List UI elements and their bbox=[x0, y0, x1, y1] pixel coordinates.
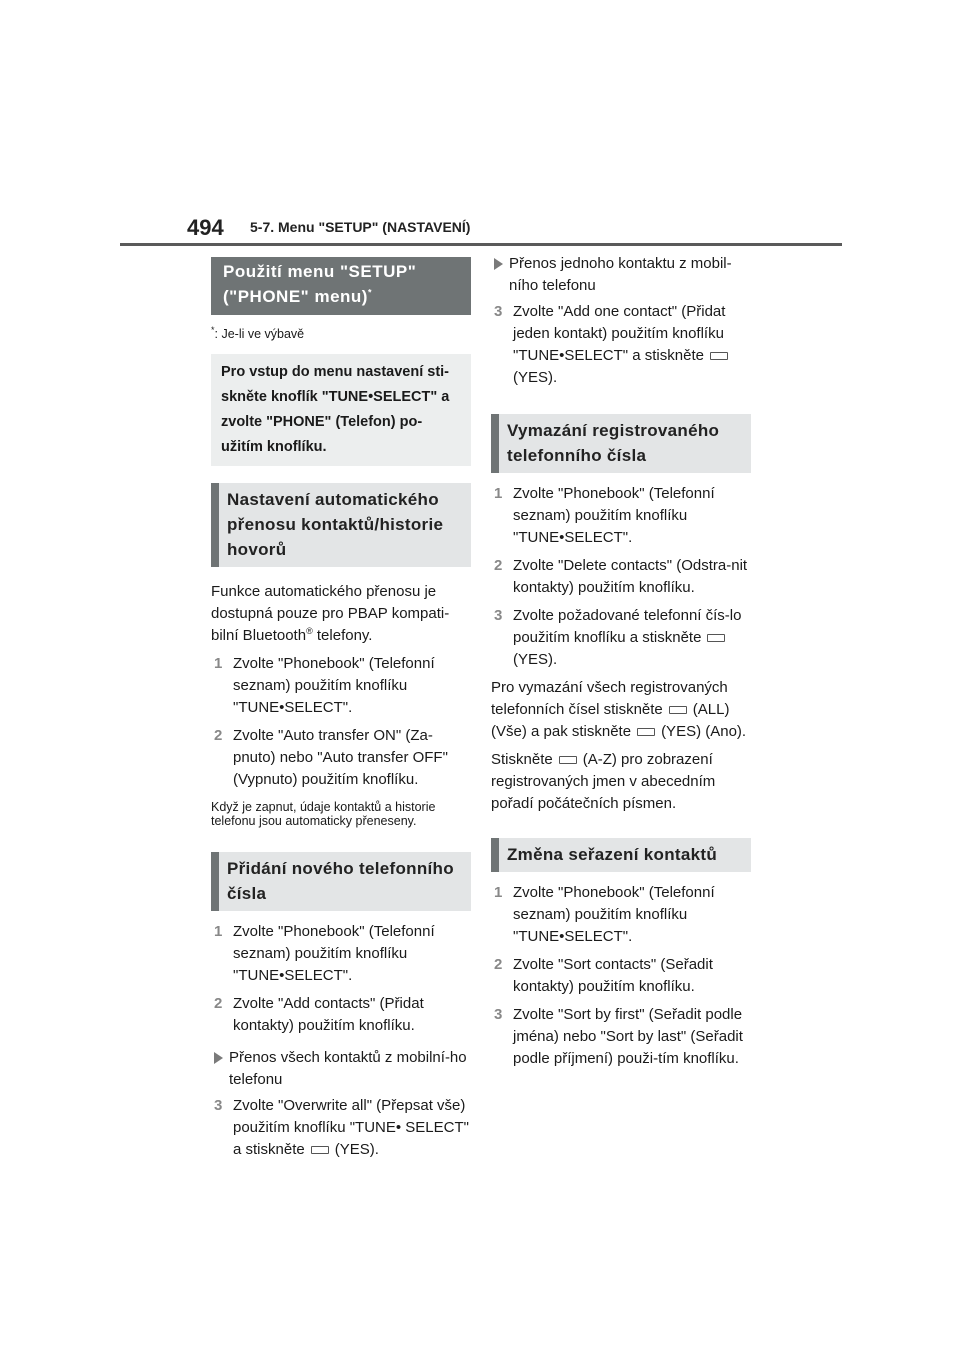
sort-steps bbox=[491, 882, 751, 1070]
delete-all-text: Pro vymazání všech registrovaných telefonních čísel stiskněte (ALL) (Vše) a pak stiskněte (YES) (Ano). bbox=[491, 679, 747, 740]
sort-heading: Změna seřazení kontaktů bbox=[491, 838, 751, 872]
footnote: *: Je-li ve výbavě bbox=[211, 324, 305, 341]
list-item: 2 Zvolte "Add contacts" (Přidat kontakty) použitím knoflíku. bbox=[214, 995, 424, 1034]
intro-box: Pro vstup do menu nastavení sti-skněte knoflík "TUNE•SELECT" a zvolte "PHONE" (Telefon) po-užitím knoflíku. bbox=[211, 354, 471, 466]
delete-heading: Vymazání registrovaného telefonního čísla bbox=[491, 414, 751, 473]
right-column bbox=[491, 253, 751, 1070]
button-icon bbox=[559, 756, 577, 764]
list-item: 2 Zvolte "Sort contacts" (Seřadit kontakty) použitím knoflíku. bbox=[494, 956, 713, 995]
button-icon bbox=[669, 706, 687, 714]
transfer-one-bullet: Přenos jednoho kontaktu z mobil-ního telefonu bbox=[491, 253, 751, 297]
main-heading-line1: Použití menu "SETUP" bbox=[223, 262, 417, 281]
list-item: 3 Zvolte požadované telefonní čís-lo použitím knoflíku a stiskněte(YES). bbox=[494, 607, 742, 668]
auto-note: Když je zapnut, údaje kontaktů a historie telefonu jsou automaticky přeneseny. bbox=[211, 800, 436, 828]
list-item: 2 Zvolte "Auto transfer ON" (Za-pnuto) nebo "Auto transfer OFF" (Vypnuto) použitím knoflíku. bbox=[214, 727, 448, 788]
footnote-marker: * bbox=[367, 287, 372, 298]
list-item: 1 Zvolte "Phonebook" (Telefonní seznam) použitím knoflíku "TUNE•SELECT". bbox=[214, 923, 435, 984]
auto-transfer-heading: Nastavení automatického přenosu kontaktů/historie hovorů bbox=[211, 483, 471, 567]
left-column bbox=[211, 257, 471, 1161]
list-item: 2 Zvolte "Delete contacts" (Odstra-nit kontakty) použitím knoflíku. bbox=[494, 557, 748, 596]
add-steps bbox=[211, 921, 471, 1037]
list-item: 3 Zvolte "Add one contact" (Přidat jeden kontakt) použitím knoflíku "TUNE•SELECT" a stiskněte(YES). bbox=[491, 301, 751, 389]
main-heading bbox=[211, 257, 471, 315]
list-item: 1 Zvolte "Phonebook" (Telefonní seznam) použitím knoflíku "TUNE•SELECT". bbox=[214, 655, 435, 716]
auto-steps bbox=[211, 653, 471, 791]
section-title: 5-7. Menu "SETUP" (NASTAVENÍ) bbox=[250, 219, 471, 235]
button-icon bbox=[710, 352, 728, 360]
list-item: 1 Zvolte "Phonebook" (Telefonní seznam) použitím knoflíku "TUNE•SELECT". bbox=[494, 884, 715, 945]
page-number: 494 bbox=[187, 215, 224, 240]
button-icon bbox=[707, 634, 725, 642]
add-contact-heading: Přidání nového telefonního čísla bbox=[211, 852, 471, 911]
list-item: 3 Zvolte "Overwrite all" (Přepsat vše) použitím knoflíku "TUNE• SELECT" a stiskněte (YES). bbox=[214, 1097, 469, 1158]
list-item: 3 Zvolte "Sort by first" (Seřadit podle jména) nebo "Sort by last" (Seřadit podle příjmení) použi-tím knoflíku. bbox=[494, 1006, 743, 1067]
button-icon bbox=[311, 1146, 329, 1154]
list-item: 1 Zvolte "Phonebook" (Telefonní seznam) použitím knoflíku "TUNE•SELECT". bbox=[494, 485, 715, 546]
header-rule bbox=[120, 243, 842, 246]
delete-steps bbox=[491, 483, 751, 671]
az-text: Stiskněte (A-Z) pro zobrazení registrovaných jmen v abecedním pořadí počátečních písmen. bbox=[491, 751, 716, 812]
button-icon bbox=[637, 728, 655, 736]
main-heading-line2: ("PHONE" menu) bbox=[223, 287, 368, 306]
transfer-all-bullet: Přenos všech kontaktů z mobilní-ho telefonu bbox=[211, 1047, 471, 1091]
auto-transfer-text: Funkce automatického přenosu je dostupná pouze pro PBAP kompati-bilní Bluetooth® telefony. bbox=[211, 583, 450, 644]
